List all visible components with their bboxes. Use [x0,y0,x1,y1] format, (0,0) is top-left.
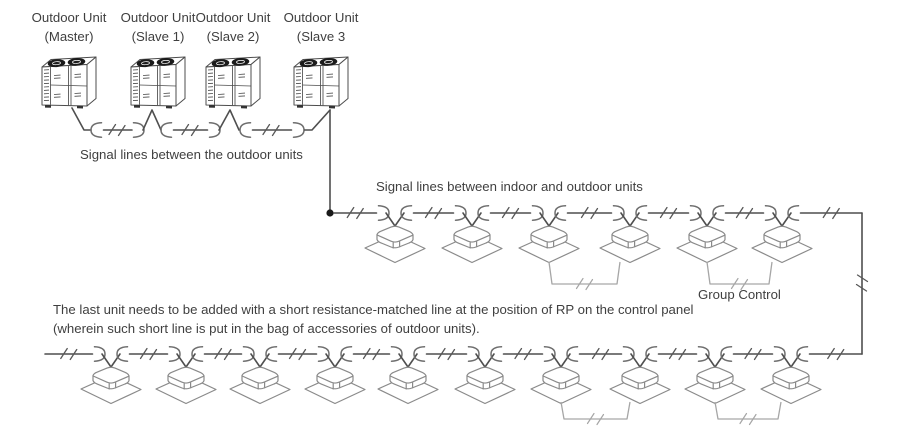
connector-icon [456,206,467,220]
signal-wire [72,108,91,130]
connector-icon [170,347,181,361]
indoor-unit-icon [365,226,425,262]
connector-icon [240,123,251,137]
indoor-unit-icon [378,367,438,403]
indoor-unit-icon [610,367,670,403]
outdoor-unit-label [261,8,381,46]
group-control-loop [707,262,772,284]
caption-group-control: Group Control [698,287,781,302]
outdoor-unit-name: Outdoor Unit [120,10,196,25]
indoor-unit-icon [677,226,737,262]
indoor-unit-icon [156,367,216,403]
connector-icon [91,123,102,137]
junction-dot-icon [326,209,333,216]
connector-icon [721,347,732,361]
indoor-unit-icon [761,367,821,403]
connector-icon [775,347,786,361]
connector-icon [713,206,724,220]
note-line-1: The last unit needs to be added with a short resistance-matched line at the position of RP on the control panel [53,302,694,317]
connector-icon [646,347,657,361]
signal-wire [305,110,331,130]
connector-icon [414,347,425,361]
connector-icon [545,347,556,361]
connector-icon [478,206,489,220]
connector-icon [117,347,128,361]
group-control-loop [561,402,630,419]
connector-icon [555,206,566,220]
connector-icon [392,347,403,361]
connector-icon [614,206,625,220]
outdoor-unit-variant: (Slave 3 [296,29,346,44]
connector-icon [401,206,412,220]
indoor-unit-icon [752,226,812,262]
connector-icon [797,347,808,361]
connector-icon [567,347,578,361]
indoor-unit-icon [531,367,591,403]
connector-icon [161,123,172,137]
signal-wire [143,110,161,130]
indoor-unit-icon [81,367,141,403]
connector-icon [294,123,305,137]
outdoor-unit-name: Outdoor Unit [283,10,359,25]
outdoor-unit-icon [294,57,348,108]
caption-indoor-signal: Signal lines between indoor and outdoor units [376,179,643,194]
connector-icon [266,347,277,361]
outdoor-unit-icon [42,57,96,108]
indoor-unit-icon [685,367,745,403]
indoor-unit-icon [600,226,660,262]
outdoor-unit-name: Outdoor Unit [195,10,271,25]
connector-icon [691,206,702,220]
outdoor-unit-icon [206,57,260,108]
indoor-unit-icon [519,226,579,262]
outdoor-unit-variant: (Slave 1) [131,29,185,44]
connector-icon [469,347,480,361]
connector-icon [319,347,330,361]
connector-icon [533,206,544,220]
connector-icon [491,347,502,361]
connector-icon [788,206,799,220]
outdoor-unit-variant: (Slave 2) [206,29,260,44]
indoor-unit-icon [230,367,290,403]
outdoor-unit-name: Outdoor Unit [31,10,107,25]
connector-icon [192,347,203,361]
connector-icon [624,347,635,361]
note-line-2: (wherein such short line is put in the bag of accessories of outdoor units). [53,321,480,336]
connector-icon [244,347,255,361]
connector-icon [95,347,106,361]
signal-wire [219,110,239,130]
connector-icon [636,206,647,220]
caption-outdoor-signal: Signal lines between the outdoor units [80,147,303,162]
indoor-unit-icon [442,226,502,262]
connector-icon [341,347,352,361]
group-control-loop [549,262,620,284]
connector-icon [379,206,390,220]
connector-icon [766,206,777,220]
group-control-loop [715,402,781,419]
indoor-unit-icon [455,367,515,403]
indoor-unit-icon [305,367,365,403]
outdoor-unit-variant: (Master) [44,29,94,44]
outdoor-unit-icon [131,57,185,108]
connector-icon [699,347,710,361]
